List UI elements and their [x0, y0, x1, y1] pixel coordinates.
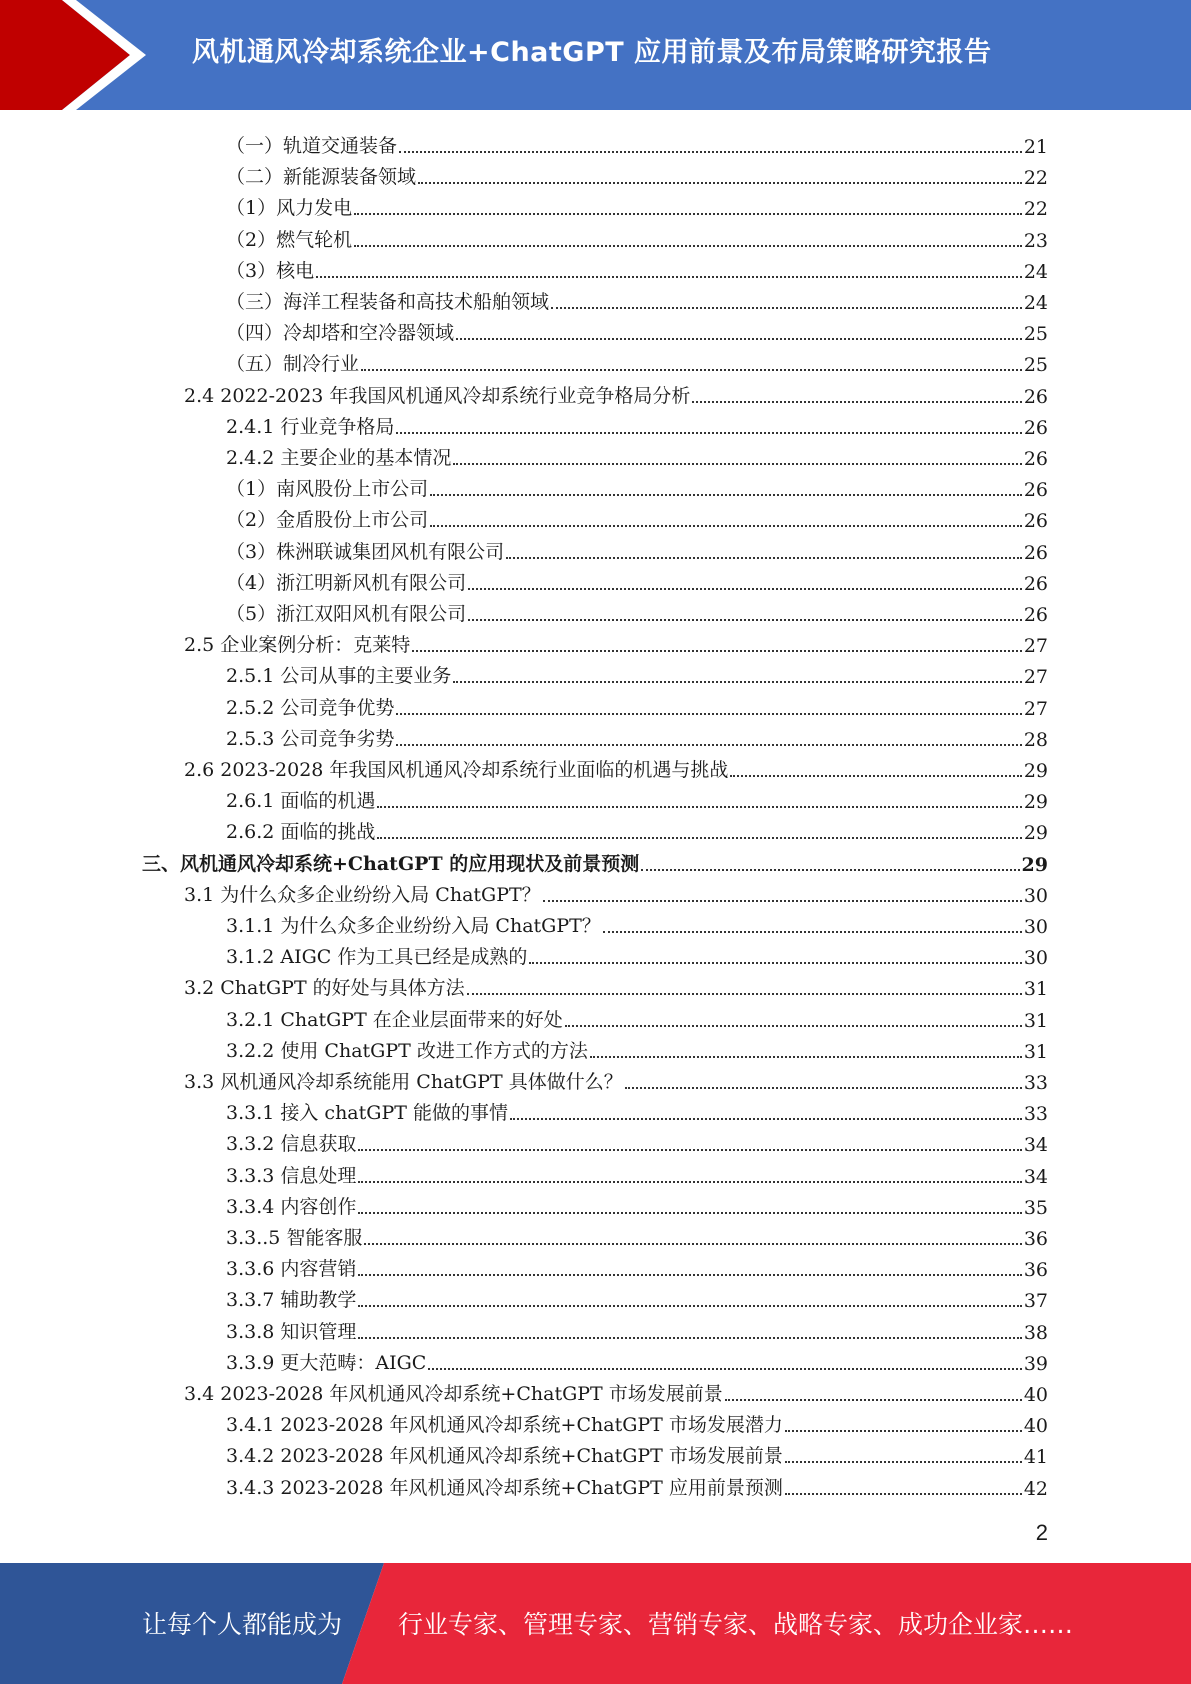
toc-entry-page: 25	[1023, 323, 1048, 346]
toc-dot-leader	[692, 401, 1021, 403]
toc-dot-leader	[399, 151, 1022, 153]
toc-entry-label: 3.1 为什么众多企业纷纷入局 ChatGPT？	[184, 883, 541, 906]
toc-dot-leader	[603, 931, 1022, 933]
toc-dot-leader	[428, 1368, 1021, 1370]
toc-dot-leader	[453, 681, 1021, 683]
toc-entry-label: （四）冷却塔和空冷器领域	[226, 322, 455, 345]
toc-entry-page: 26	[1023, 385, 1048, 408]
toc-entry[interactable]	[226, 657, 1048, 688]
toc-entry[interactable]	[226, 345, 1048, 376]
toc-entry[interactable]	[226, 1032, 1048, 1063]
toc-entry-page: 27	[1023, 635, 1048, 658]
toc-dot-leader	[785, 1493, 1022, 1495]
toc-entry[interactable]	[226, 1188, 1048, 1219]
report-title: 风机通风冷却系统企业+ChatGPT 应用前景及布局策略研究报告	[192, 37, 992, 68]
toc-entry-label: （1）风力发电	[226, 197, 353, 220]
toc-entry-page: 37	[1023, 1290, 1048, 1313]
toc-entry[interactable]	[226, 501, 1048, 532]
toc-dot-leader	[396, 713, 1021, 715]
page-number: 2	[1035, 1520, 1048, 1545]
toc-entry-page: 41	[1023, 1446, 1048, 1469]
toc-dot-leader	[625, 1087, 1022, 1089]
toc-entry[interactable]	[226, 221, 1048, 252]
toc-entry-label: 2.5.1 公司从事的主要业务	[226, 665, 452, 688]
toc-entry-label: 3.3.9 更大范畴：AIGC	[226, 1351, 427, 1374]
toc-entry-page: 26	[1023, 416, 1048, 439]
toc-entry-label: 2.4 2022-2023 年我国风机通风冷却系统行业竞争格局分析	[184, 384, 691, 407]
toc-entry[interactable]	[226, 689, 1048, 720]
toc-entry[interactable]	[184, 876, 1048, 907]
toc-entry-page: 23	[1023, 229, 1048, 252]
toc-entry-page: 34	[1023, 1165, 1048, 1188]
toc-entry-label: 3.4.3 2023-2028 年风机通风冷却系统+ChatGPT 应用前景预测	[226, 1476, 783, 1499]
toc-entry-page: 29	[1023, 791, 1048, 814]
toc-entry[interactable]	[142, 845, 1048, 876]
toc-dot-leader	[543, 900, 1022, 902]
toc-dot-leader	[412, 650, 1022, 652]
toc-entry-label: 3.3.6 内容营销	[226, 1258, 357, 1281]
toc-entry-page: 33	[1023, 1103, 1048, 1126]
toc-entry[interactable]	[226, 439, 1048, 470]
toc-entry[interactable]	[226, 1469, 1048, 1500]
toc-dot-leader	[641, 869, 1019, 871]
toc-dot-leader	[785, 1430, 1022, 1432]
toc-entry[interactable]	[226, 720, 1048, 751]
toc-entry[interactable]	[226, 470, 1048, 501]
toc-entry-label: 3.3.3 信息处理	[226, 1164, 357, 1187]
toc-entry-page: 26	[1023, 572, 1048, 595]
toc-entry-page: 26	[1023, 604, 1048, 626]
toc-dot-leader	[456, 338, 1022, 340]
toc-entry-page: 42	[1023, 1477, 1048, 1500]
toc-entry-label: 3.3.8 知识管理	[226, 1320, 357, 1343]
toc-entry-page: 29	[1021, 853, 1048, 876]
toc-entry[interactable]	[226, 1344, 1048, 1375]
toc-entry-page: 39	[1023, 1352, 1048, 1375]
toc-entry-label: （二）新能源装备领域	[226, 166, 417, 189]
toc-entry[interactable]	[226, 595, 1048, 626]
toc-entry-page: 34	[1023, 1134, 1048, 1157]
toc-entry[interactable]	[226, 1125, 1048, 1156]
toc-entry-page: 31	[1023, 978, 1048, 1001]
toc-entry-page: 26	[1023, 541, 1048, 564]
toc-entry-page: 26	[1023, 510, 1048, 533]
toc-entry[interactable]	[226, 1406, 1048, 1437]
toc-entry[interactable]	[226, 314, 1048, 345]
toc-entry-page: 29	[1023, 760, 1048, 782]
toc-entry-label: （三）海洋工程装备和高技术船舶领域	[226, 291, 550, 313]
toc-dot-leader	[377, 806, 1021, 808]
toc-entry-label: 2.4.1 行业竞争格局	[226, 415, 395, 438]
toc-entry[interactable]	[226, 1281, 1048, 1312]
toc-entry-page: 33	[1023, 1072, 1048, 1094]
toc-entry[interactable]	[184, 969, 1048, 1000]
page-header	[0, 0, 1191, 110]
toc-entry-label: （3）核电	[226, 259, 315, 282]
toc-entry[interactable]	[184, 377, 1048, 408]
toc-dot-leader	[453, 463, 1021, 465]
toc-entry[interactable]	[184, 1375, 1048, 1406]
toc-entry[interactable]	[226, 907, 1048, 938]
toc-entry-page: 30	[1023, 947, 1048, 970]
toc-entry-label: 3.4.1 2023-2028 年风机通风冷却系统+ChatGPT 市场发展潜力	[226, 1414, 783, 1437]
toc-entry[interactable]	[226, 158, 1048, 189]
toc-entry[interactable]	[226, 252, 1048, 283]
toc-dot-leader	[418, 182, 1022, 184]
toc-entry-page: 31	[1023, 1009, 1048, 1032]
toc-entry-label: 2.6 2023-2028 年我国风机通风冷却系统行业面临的机遇与挑战	[184, 759, 729, 781]
toc-dot-leader	[430, 494, 1022, 496]
toc-dot-leader	[358, 1305, 1021, 1307]
page-footer	[0, 1563, 1191, 1684]
toc-dot-leader	[730, 775, 1021, 777]
toc-entry-page: 30	[1023, 884, 1048, 907]
toc-entry-label: 3.4 2023-2028 年风机通风冷却系统+ChatGPT 市场发展前景	[184, 1383, 723, 1405]
toc-entry-page: 22	[1023, 167, 1048, 190]
toc-dot-leader	[551, 307, 1022, 309]
toc-entry[interactable]	[226, 408, 1048, 439]
toc-entry-label: 2.5.2 公司竞争优势	[226, 696, 395, 719]
toc-entry-page: 35	[1023, 1196, 1048, 1219]
toc-entry-label: （5）浙江双阳风机有限公司	[226, 603, 467, 625]
toc-entry-label: 2.5 企业案例分析：克莱特	[184, 634, 411, 657]
toc-entry[interactable]	[226, 127, 1048, 158]
toc-entry-label: 3.4.2 2023-2028 年风机通风冷却系统+ChatGPT 市场发展前景	[226, 1445, 783, 1468]
toc-entry-label: 3.1.1 为什么众多企业纷纷入局 ChatGPT？	[226, 915, 601, 937]
toc-entry-label: （1）南风股份上市公司	[226, 478, 429, 501]
toc-entry-label: 3.1.2 AIGC 作为工具已经是成熟的	[226, 946, 528, 969]
toc-dot-leader	[396, 744, 1021, 746]
toc-entry-label: （4）浙江明新风机有限公司	[226, 571, 467, 594]
toc-entry-page: 40	[1023, 1384, 1048, 1406]
toc-entry-label: 3.3.1 接入 chatGPT 能做的事情	[226, 1102, 508, 1125]
toc-entry[interactable]	[226, 938, 1048, 969]
toc-entry-label: 2.4.2 主要企业的基本情况	[226, 447, 452, 469]
toc-entry[interactable]	[226, 813, 1048, 844]
toc-entry-page: 30	[1023, 916, 1048, 938]
toc-entry-label: 2.6.1 面临的机遇	[226, 790, 376, 813]
toc-dot-leader	[396, 432, 1021, 434]
toc-entry-label: 2.6.2 面临的挑战	[226, 821, 376, 844]
toc-dot-leader	[529, 962, 1021, 964]
toc-entry-page: 28	[1023, 728, 1048, 751]
toc-entry[interactable]	[226, 1157, 1048, 1188]
toc-entry-label: 2.5.3 公司竞争劣势	[226, 727, 395, 750]
toc-entry[interactable]	[226, 283, 1048, 314]
toc-dot-leader	[430, 525, 1022, 527]
toc-entry-page: 31	[1023, 1040, 1048, 1063]
toc-entry[interactable]	[226, 782, 1048, 813]
toc-entry-page: 38	[1023, 1321, 1048, 1344]
toc-entry-page: 40	[1023, 1415, 1048, 1438]
toc-dot-leader	[468, 619, 1022, 621]
toc-dot-leader	[725, 1399, 1022, 1401]
toc-entry-label: （3）株洲联诚集团风机有限公司	[226, 540, 505, 563]
toc-entry-label: 3.3.7 辅助教学	[226, 1289, 357, 1312]
toc-dot-leader	[358, 1274, 1021, 1276]
toc-entry-page: 24	[1023, 260, 1048, 283]
toc-dot-leader	[364, 1243, 1021, 1245]
toc-entry-page: 26	[1023, 448, 1048, 470]
toc-entry-label: （2）燃气轮机	[226, 228, 353, 251]
toc-entry-label: 3.2.1 ChatGPT 在企业层面带来的好处	[226, 1008, 563, 1031]
toc-dot-leader	[316, 276, 1022, 278]
toc-dot-leader	[467, 993, 1022, 995]
toc-dot-leader	[785, 1461, 1022, 1463]
toc-entry[interactable]	[226, 564, 1048, 595]
toc-dot-leader	[358, 1337, 1021, 1339]
toc-entry[interactable]	[226, 189, 1048, 220]
toc-dot-leader	[361, 369, 1022, 371]
toc-entry-page: 21	[1023, 136, 1048, 158]
toc-entry-label: 3.3.2 信息获取	[226, 1133, 357, 1156]
toc-entry-page: 22	[1023, 198, 1048, 221]
toc-entry[interactable]	[184, 1063, 1048, 1094]
toc-dot-leader	[590, 1056, 1022, 1058]
toc-entry-label: 3.3 风机通风冷却系统能用 ChatGPT 具体做什么？	[184, 1071, 623, 1093]
toc-entry-label: （一）轨道交通装备	[226, 135, 398, 157]
toc-entry-label: 3.3..5 智能客服	[226, 1227, 363, 1249]
toc-dot-leader	[510, 1118, 1022, 1120]
toc-dot-leader	[358, 1149, 1021, 1151]
toc-entry-page: 24	[1023, 292, 1048, 314]
toc-dot-leader	[358, 1212, 1021, 1214]
footer-slogan-right: 行业专家、管理专家、营销专家、战略专家、成功企业家……	[398, 1610, 1074, 1639]
toc-entry[interactable]	[226, 1001, 1048, 1032]
toc-entry[interactable]	[226, 533, 1048, 564]
toc-entry-page: 29	[1023, 822, 1048, 845]
toc-entry[interactable]	[226, 1094, 1048, 1125]
toc-entry-page: 25	[1023, 354, 1048, 377]
toc-entry[interactable]	[226, 1437, 1048, 1468]
toc-entry-page: 36	[1023, 1228, 1048, 1250]
toc-entry[interactable]	[226, 1250, 1048, 1281]
toc-entry[interactable]	[226, 1219, 1048, 1250]
toc-entry-label: （五）制冷行业	[226, 353, 360, 376]
toc-entry[interactable]	[184, 626, 1048, 657]
toc-entry-page: 27	[1023, 697, 1048, 720]
toc-entry-page: 36	[1023, 1259, 1048, 1282]
footer-slogan-left: 让每个人都能成为	[142, 1610, 343, 1639]
toc-entry[interactable]	[184, 751, 1048, 782]
toc-dot-leader	[506, 557, 1022, 559]
toc-dot-leader	[565, 1025, 1022, 1027]
toc-entry-label: 3.3.4 内容创作	[226, 1195, 357, 1218]
toc-dot-leader	[354, 245, 1022, 247]
toc-entry[interactable]	[226, 1313, 1048, 1344]
toc-dot-leader	[354, 213, 1022, 215]
toc-entry-label: （2）金盾股份上市公司	[226, 509, 429, 532]
toc-dot-leader	[358, 1181, 1021, 1183]
toc-entry-label: 3.2.2 使用 ChatGPT 改进工作方式的方法	[226, 1039, 588, 1062]
toc-dot-leader	[468, 588, 1022, 590]
toc-entry-page: 27	[1023, 666, 1048, 689]
toc-entry-page: 26	[1023, 479, 1048, 502]
toc-entry-label: 三、风机通风冷却系统+ChatGPT 的应用现状及前景预测	[142, 852, 640, 875]
toc-dot-leader	[377, 837, 1021, 839]
toc-entry-label: 3.2 ChatGPT 的好处与具体方法	[184, 977, 465, 1000]
